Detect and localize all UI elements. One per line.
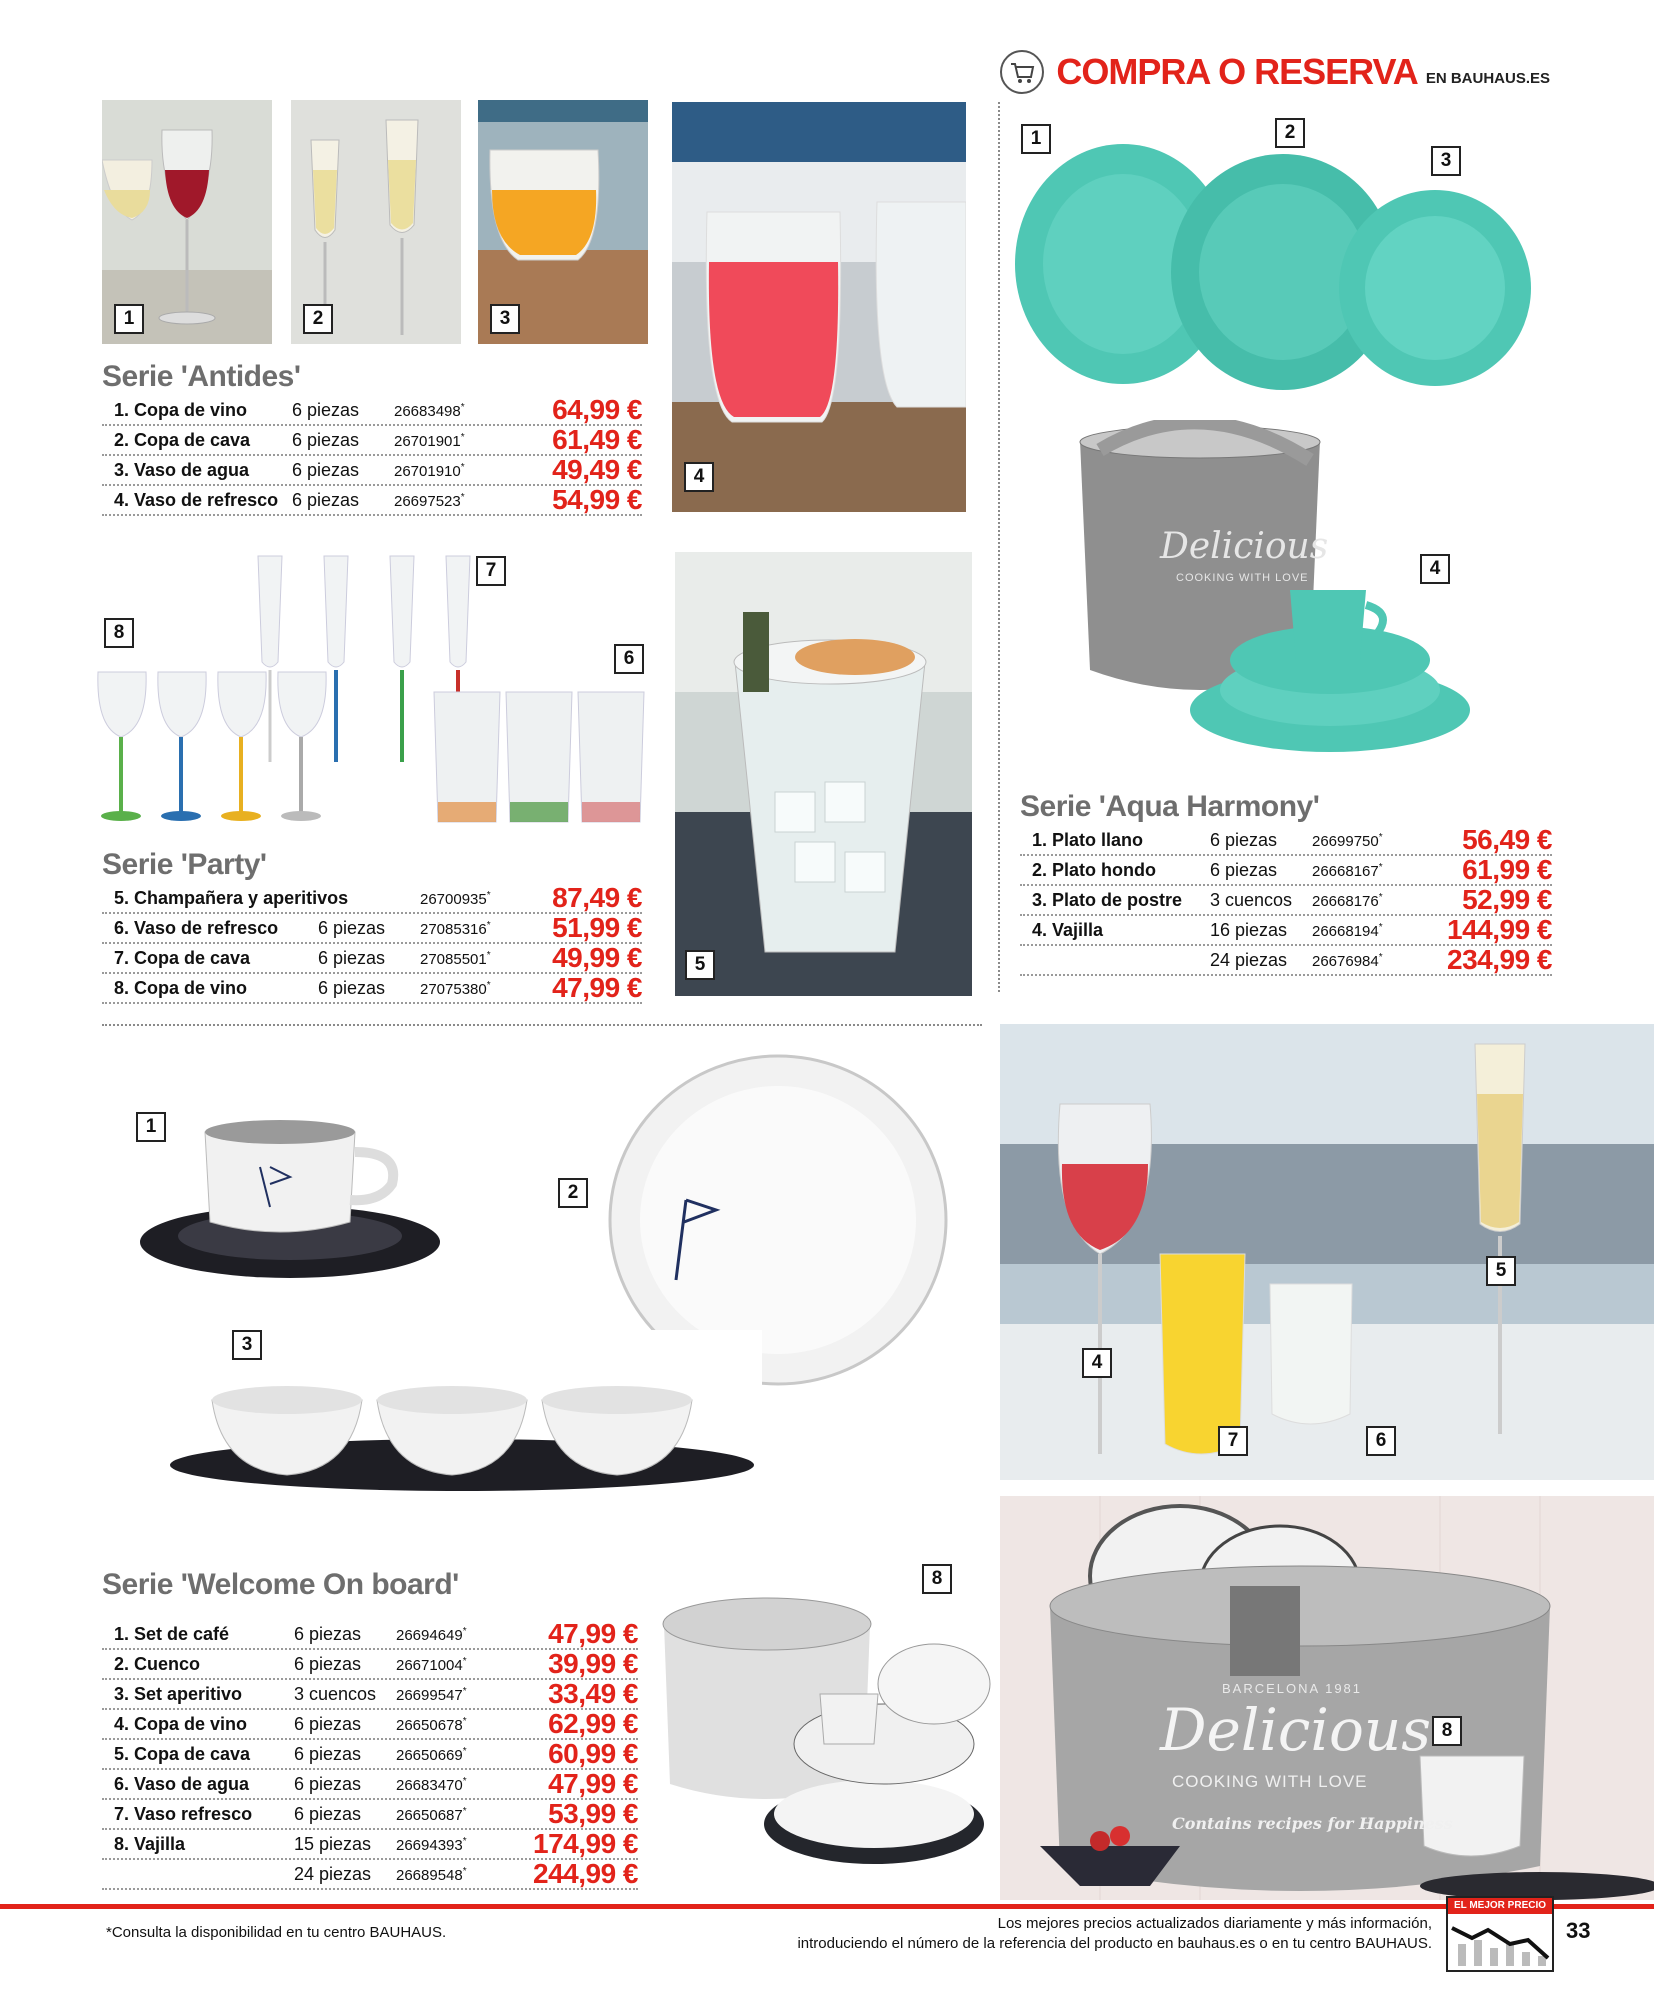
photo-number: 7 xyxy=(1218,1426,1248,1456)
photo-number: 7 xyxy=(476,556,506,586)
column-divider xyxy=(998,102,1000,992)
party-photo-champagne-bucket xyxy=(675,552,972,996)
photo-number: 8 xyxy=(922,1564,952,1594)
table-row: 3. Vaso de agua 6 piezas 26701910* 49,49 € xyxy=(102,456,642,486)
table-row: 1. Set de café 6 piezas 26694649* 47,99 € xyxy=(102,1620,638,1650)
series-title-party: Serie 'Party' xyxy=(102,848,267,881)
photo-number: 8 xyxy=(104,618,134,648)
photo-number: 4 xyxy=(1420,554,1450,584)
footer-info-line-1: Los mejores precios actualizados diariamente y más información, xyxy=(997,1915,1432,1932)
table-row: 4. Vajilla 16 piezas 26668194* 144,99 € xyxy=(1020,916,1552,946)
aqua-photo-plates xyxy=(1015,112,1555,392)
aqua-photo-set-bag xyxy=(1060,420,1530,760)
photo-number: 3 xyxy=(490,304,520,334)
header-title: COMPRA O RESERVA xyxy=(1056,51,1418,92)
bag-brand: BARCELONA 1981 xyxy=(1222,1681,1363,1696)
photo-number: 5 xyxy=(1486,1256,1516,1286)
table-row: 2. Cuenco 6 piezas 26671004* 39,99 € xyxy=(102,1650,638,1680)
table-row: 7. Vaso refresco 6 piezas 26650687* 53,99 € xyxy=(102,1800,638,1830)
table-row: 8. Vajilla 15 piezas 26694393* 174,99 € xyxy=(102,1830,638,1860)
table-row: 24 piezas 26689548* 244,99 € xyxy=(102,1860,638,1890)
photo-number: 4 xyxy=(684,462,714,492)
best-price-badge xyxy=(1446,1896,1554,1972)
photo-number: 6 xyxy=(614,644,644,674)
bag-logo: Delicious xyxy=(1160,1696,1431,1764)
series-title-welcome: Serie 'Welcome On board' xyxy=(102,1568,459,1601)
welcome-photo-bag-small xyxy=(654,1564,994,1884)
antides-photo-2 xyxy=(291,100,461,344)
section-divider xyxy=(102,1024,982,1026)
table-row: 8. Copa de vino 6 piezas 27075380* 47,99 € xyxy=(102,974,642,1004)
photo-number: 2 xyxy=(1275,118,1305,148)
table-row: 2. Plato hondo 6 piezas 26668167* 61,99 € xyxy=(1020,856,1552,886)
table-row: 2. Copa de cava 6 piezas 26701901* 61,49 € xyxy=(102,426,642,456)
header xyxy=(1000,50,1550,94)
table-row: 3. Set aperitivo 3 cuencos 26699547* 33,49 € xyxy=(102,1680,638,1710)
party-photo-glasses xyxy=(96,552,656,842)
photo-number: 2 xyxy=(558,1178,588,1208)
series-title-antides: Serie 'Antides' xyxy=(102,360,301,393)
table-row: 1. Plato llano 6 piezas 26699750* 56,49 € xyxy=(1020,826,1552,856)
photo-number: 1 xyxy=(1021,124,1051,154)
welcome-photo-drinks xyxy=(1000,1024,1654,1480)
antides-price-table xyxy=(102,396,642,516)
table-row: 6. Vaso de agua 6 piezas 26683470* 47,99 € xyxy=(102,1770,638,1800)
table-row: 6. Vaso de refresco 6 piezas 27085316* 51,99 € xyxy=(102,914,642,944)
footer-red-line xyxy=(0,1904,1654,1909)
series-title-aqua: Serie 'Aqua Harmony' xyxy=(1020,790,1320,823)
cart-icon xyxy=(1000,50,1044,94)
bag-subtitle: COOKING WITH LOVE xyxy=(1176,572,1309,584)
welcome-photo-aperitif-set xyxy=(162,1330,762,1500)
page-number: 33 xyxy=(1566,1918,1591,1943)
table-row: 5. Champañera y aperitivos 26700935* 87,49 € xyxy=(102,884,642,914)
table-row: 7. Copa de cava 6 piezas 27085501* 49,99 € xyxy=(102,944,642,974)
antides-photo-1 xyxy=(102,100,272,344)
photo-number: 1 xyxy=(136,1112,166,1142)
table-row: 5. Copa de cava 6 piezas 26650669* 60,99 € xyxy=(102,1740,638,1770)
photo-number: 2 xyxy=(303,304,333,334)
footer-note: *Consulta la disponibilidad en tu centro BAUHAUS. xyxy=(106,1924,447,1941)
party-price-table xyxy=(102,884,642,1004)
bag-subtitle: COOKING WITH LOVE xyxy=(1172,1772,1368,1791)
bag-logo: Delicious xyxy=(1160,526,1329,567)
photo-number: 3 xyxy=(1431,146,1461,176)
header-subtitle: EN BAUHAUS.ES xyxy=(1425,69,1550,87)
photo-number: 6 xyxy=(1366,1426,1396,1456)
table-row: 4. Vaso de refresco 6 piezas 26697523* 54,99 € xyxy=(102,486,642,516)
table-row: 3. Plato de postre 3 cuencos 26668176* 52,99 € xyxy=(1020,886,1552,916)
table-row: 4. Copa de vino 6 piezas 26650678* 62,99 € xyxy=(102,1710,638,1740)
welcome-price-table xyxy=(102,1620,638,1890)
photo-number: 3 xyxy=(232,1330,262,1360)
photo-number: 4 xyxy=(1082,1348,1112,1378)
footer-info-line-2: introduciendo el número de la referencia del producto en bauhaus.es o en tu centro BAUHAUS. xyxy=(797,1935,1432,1952)
antides-photo-3 xyxy=(478,100,648,344)
welcome-photo-coffee-set xyxy=(130,1112,450,1282)
table-row: 1. Copa de vino 6 piezas 26683498* 64,99 € xyxy=(102,396,642,426)
welcome-photo-bag-large xyxy=(1000,1496,1654,1900)
aqua-price-table xyxy=(1020,826,1552,976)
best-price-label: EL MEJOR PRECIO xyxy=(1448,1898,1552,1914)
photo-number: 8 xyxy=(1432,1716,1462,1746)
bag-tagline: Contains recipes for Happiness xyxy=(1172,1814,1453,1833)
footer-info xyxy=(797,1914,1432,1954)
antides-photo-4 xyxy=(672,102,966,512)
photo-number: 1 xyxy=(114,304,144,334)
table-row: 24 piezas 26676984* 234,99 € xyxy=(1020,946,1552,976)
price-down-chart-icon xyxy=(1448,1914,1552,1968)
photo-number: 5 xyxy=(685,950,715,980)
